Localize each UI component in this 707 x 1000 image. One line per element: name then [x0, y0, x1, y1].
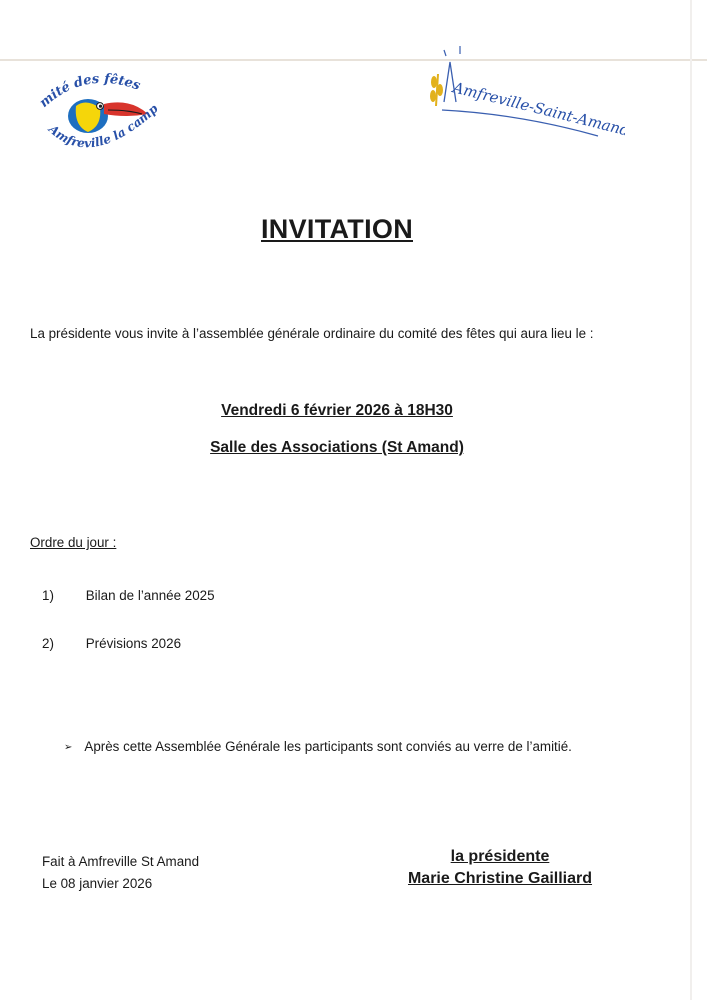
- arrow-bullet-icon: ➢: [64, 742, 73, 753]
- page-right-rule: [690, 0, 692, 1000]
- signature-block: [380, 846, 620, 890]
- intro-paragraph: La présidente vous invite à l’assemblée générale ordinaire du comité des fêtes qui aura lieu le :: [30, 326, 594, 341]
- wheat-icon: [430, 74, 443, 106]
- agenda-heading: Ordre du jour :: [30, 535, 117, 550]
- closing-note-text: Après cette Assemblée Générale les participants sont conviés au verre de l’amitié.: [84, 739, 572, 754]
- logo-arc-bottom-text: Amfreville la camp: [46, 101, 161, 151]
- agenda-item-number: 2): [42, 636, 54, 651]
- event-venue: Salle des Associations (St Amand): [210, 439, 464, 456]
- page-title: INVITATION: [261, 214, 413, 244]
- place-and-date: [42, 851, 199, 895]
- place-line: Fait à Amfreville St Amand: [42, 854, 200, 869]
- town-name-text: Amfreville-Saint-Amand: [451, 78, 625, 139]
- agenda-item-number: 1): [42, 588, 54, 603]
- agenda-item-text: Bilan de l’année 2025: [85, 588, 215, 603]
- event-date: Vendredi 6 février 2026 à 18H30: [221, 402, 453, 419]
- logo-arc-top-text: mité des fêtes: [36, 71, 143, 111]
- signature-name: Marie Christine Gailliard: [407, 870, 593, 887]
- amfreville-saint-amand-logo: [420, 44, 625, 139]
- signature-title: la présidente: [450, 848, 550, 865]
- agenda-item-text: Prévisions 2026: [85, 636, 182, 651]
- agenda-item: [42, 636, 181, 651]
- agenda-item: [42, 588, 215, 603]
- comite-des-fetes-logo: [30, 68, 170, 168]
- closing-note: [64, 739, 572, 754]
- signed-date: Le 08 janvier 2026: [42, 876, 153, 891]
